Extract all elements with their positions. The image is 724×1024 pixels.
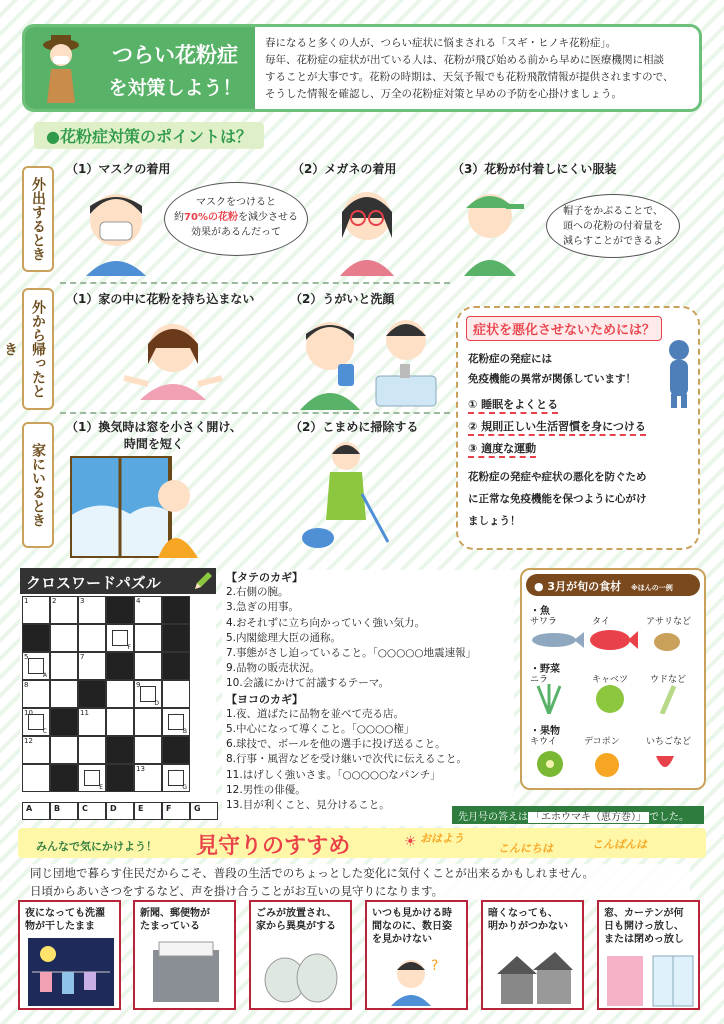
intro-text	[265, 35, 695, 103]
crossword-cell[interactable]	[134, 624, 162, 652]
crossword-black-cell	[106, 596, 134, 624]
crossword-cell-number: 7	[80, 653, 85, 661]
fish-item: タイ	[592, 617, 610, 627]
intro-line: 毎年、花粉症の症状が出ている人は、花粉が飛び始める前から早めに医療機関に相談	[265, 54, 664, 66]
outing-label: 外出するとき	[22, 166, 54, 272]
crossword-cell-number: 3	[80, 597, 85, 605]
improve-closing-3: ましょう！	[468, 515, 521, 527]
crossword-cell[interactable]	[78, 624, 106, 652]
fish-icon	[530, 628, 584, 652]
fruit-item: デコポン	[584, 737, 620, 747]
crossword-cell[interactable]	[162, 708, 190, 736]
sign-text	[140, 907, 232, 933]
crossword-black-cell	[22, 624, 50, 652]
improve-lead-2: 免疫機能の異常が関係しています！	[468, 373, 636, 385]
down-clue: 10.会議にかけて討議するテーマ。	[226, 677, 390, 690]
improve-lead-1: 花粉症の発症には	[468, 353, 552, 365]
crossword-cell[interactable]	[22, 736, 50, 764]
bubble-text: 約	[174, 212, 185, 223]
garbage-bags-icon	[263, 942, 341, 1004]
crossword-answer-box[interactable]	[190, 802, 218, 820]
section-divider	[60, 282, 450, 284]
clam-icon	[652, 628, 682, 652]
crossword-cell[interactable]	[78, 736, 106, 764]
crossword-cell[interactable]	[162, 680, 190, 708]
cap-boy-icon	[452, 176, 528, 276]
crossword-cell[interactable]	[78, 708, 106, 736]
crossword-answer-box[interactable]	[134, 802, 162, 820]
sign-line: 日も開けっ放し、	[604, 921, 684, 932]
fish-label: ・魚	[530, 606, 550, 617]
glasses-woman-icon	[322, 178, 412, 276]
crossword-answer-box[interactable]	[78, 802, 106, 820]
item-no-pollen-indoors: （1）家の中に花粉を持ち込まない	[66, 292, 255, 306]
across-clue: 6.球技で、ボールを他の選手に投げ送ること。	[226, 738, 446, 751]
crossword-marker-letter: D	[154, 700, 159, 707]
sign-line: 夜になっても洗濯	[25, 908, 105, 919]
item-glasses: （2）メガネの着用	[292, 162, 397, 176]
crossword-cell[interactable]	[134, 596, 162, 624]
improve-tip-sleep: ① 睡眠をよくとる	[468, 396, 558, 414]
answer-pre: 先月号の答えは	[458, 812, 528, 823]
crossword-black-cell	[50, 764, 78, 792]
crossword-black-cell	[162, 652, 190, 680]
crossword-cell[interactable]	[22, 652, 50, 680]
intro-line: することが大事です。花粉の時期は、天気予報でも花粉飛散情報が提供されますので、	[265, 71, 674, 83]
title-plate	[25, 27, 255, 109]
crossword-cell-number: 13	[136, 765, 145, 773]
seasonal-food-heading: ● 3月が旬の食材	[534, 580, 622, 593]
across-clue: 1.夜、道ばたに品物を並べて売る店。	[226, 707, 405, 720]
item-ventilation	[66, 418, 242, 452]
improve-symptoms-box	[456, 306, 700, 550]
improve-closing-2: に正常な免疫機能を保つように心がけ	[468, 493, 647, 505]
crossword-cell[interactable]	[134, 652, 162, 680]
sign-garbage	[249, 900, 352, 1010]
crossword-black-cell	[106, 736, 134, 764]
greeting-evening: こんばんは	[592, 838, 647, 851]
improve-closing-1: 花粉症の発症や症状の悪化を防ぐため	[468, 471, 647, 483]
sign-mail	[133, 900, 236, 1010]
watch-banner	[18, 828, 706, 858]
crossword-cell[interactable]	[50, 624, 78, 652]
crossword-cell-number: 9	[136, 681, 141, 689]
down-clue: 7.事態がさし迫っていること。「○○○○○地震速報」	[226, 647, 477, 660]
crossword-cell[interactable]	[22, 680, 50, 708]
bubble-text: を減少させる	[237, 212, 298, 223]
improve-title: 症状を悪化させないためには？	[466, 316, 662, 341]
crossword-answer-letter: G	[194, 804, 201, 813]
sea-bream-icon	[588, 626, 638, 654]
sign-no-lights	[481, 900, 584, 1010]
down-clue: 4.おそれずに立ち向かっていく強い気力。	[226, 616, 426, 629]
crossword-black-cell	[106, 764, 134, 792]
mailbox-icon	[149, 940, 223, 1004]
improve-tip-routine: ② 規則正しい生活習慣を身につける	[468, 418, 646, 436]
chives-icon	[534, 684, 564, 714]
mask-speech-bubble	[164, 182, 308, 256]
crossword-cell[interactable]	[50, 652, 78, 680]
item-line: （1）換気時は窓を小さく開け、	[66, 420, 242, 434]
crossword-cell[interactable]	[78, 652, 106, 680]
down-clue: 2.右側の腕。	[226, 586, 289, 599]
worried-man-icon	[387, 954, 447, 1006]
bubble-line: 帽子をかぶることで、	[563, 206, 663, 217]
crossword-cell[interactable]	[134, 736, 162, 764]
across-clue: 5.中心になって導くこと。「○○○○権」	[226, 723, 415, 736]
person-with-mask-icon	[33, 33, 89, 105]
watch-text	[30, 864, 690, 900]
intro-line: そうした情報を確認し、万全の花粉症対策と早めの予防を心掛けましょう。	[265, 88, 622, 100]
cabbage-icon	[594, 684, 626, 714]
crossword-cell-number: 4	[136, 597, 141, 605]
sign-line: ごみが放置され、	[256, 908, 337, 919]
crossword-black-cell	[162, 596, 190, 624]
answer-post: でした。	[649, 812, 689, 823]
sign-laundry	[18, 900, 121, 1010]
greeting-morning: おはよう	[420, 832, 464, 845]
crossword-cell-number: 10	[24, 709, 33, 717]
vegetable-label: ・野菜	[530, 664, 560, 675]
fruit-label: ・果物	[530, 726, 560, 737]
crossword-cell-number: 2	[52, 597, 57, 605]
crossword-black-cell	[50, 708, 78, 736]
sign-text	[256, 907, 348, 933]
crossword-cell-number: 12	[24, 737, 33, 745]
crossword-cell[interactable]	[78, 764, 106, 792]
crossword-cell[interactable]	[162, 764, 190, 792]
sign-line: 間なのに、数日姿	[372, 921, 452, 932]
sign-line: 窓、カーテンが何	[604, 908, 684, 919]
face-washing-icon	[372, 306, 440, 410]
sign-line: を見かけない	[372, 934, 432, 945]
sign-line: 家から異臭がする	[256, 921, 336, 932]
sign-line: いつも見かける時	[372, 908, 452, 919]
sign-curtains	[597, 900, 700, 1010]
dekopon-icon	[592, 748, 622, 778]
item-gargle-wash: （2）うがいと洗顔	[290, 292, 395, 306]
crossword-answer-box[interactable]	[50, 802, 78, 820]
kiwi-icon	[536, 750, 564, 778]
crossword-cell[interactable]	[22, 596, 50, 624]
down-clue: 9.品物の販売状況。	[226, 662, 321, 675]
crossword-marker-letter: G	[182, 784, 187, 791]
curtain-window-icon	[605, 954, 695, 1008]
bubble-highlight: 70%の花粉	[184, 212, 238, 223]
sign-text	[372, 907, 464, 946]
crossword-cell[interactable]	[50, 596, 78, 624]
crossword-cell[interactable]	[78, 596, 106, 624]
crossword-clues	[222, 570, 514, 826]
watch-title: 見守りのすすめ	[196, 834, 351, 859]
crossword-cell-number: 5	[24, 653, 29, 661]
crossword-cell-number: 1	[24, 597, 29, 605]
last-month-answer	[452, 806, 704, 824]
crossword-answer-letter: D	[110, 804, 117, 813]
home-label: 家にいるとき	[22, 422, 54, 548]
title-line-2: を対策しよう！	[108, 77, 242, 99]
crossword-marker-letter: A	[42, 672, 47, 679]
crossword-title: クロスワードパズル	[20, 568, 216, 594]
fish-item: サワラ	[530, 617, 558, 627]
crossword-answer-marker	[28, 714, 44, 730]
sign-text	[604, 907, 696, 946]
crossword-answer-marker	[112, 630, 128, 646]
crossword-marker-letter: B	[182, 728, 187, 735]
crossword-cell[interactable]	[106, 680, 134, 708]
crossword-answer-marker	[84, 770, 100, 786]
seasonal-food-title	[526, 574, 700, 596]
down-clue: 3.急ぎの用事。	[226, 601, 300, 614]
crossword-answer-letter: A	[26, 804, 33, 813]
crossword-cell[interactable]	[50, 736, 78, 764]
improve-tip-exercise: ③ 適度な運動	[468, 440, 536, 458]
bubble-line: 減らすことができるよ	[563, 236, 663, 247]
answer-value: 「エホウマキ（恵方巻）」	[528, 812, 649, 823]
down-clues-heading: 【タテのカギ】	[226, 571, 303, 584]
crossword-cell-number: 11	[80, 709, 89, 717]
crossword-cell[interactable]	[106, 708, 134, 736]
immune-figure-icon	[662, 338, 696, 410]
header-box	[22, 24, 702, 112]
dark-house-icon	[493, 948, 575, 1006]
crossword-answer-box[interactable]	[162, 802, 190, 820]
points-heading: ●花粉症対策のポイントは？	[34, 122, 264, 149]
across-clues-heading: 【ヨコのカギ】	[226, 692, 303, 706]
bubble-line	[165, 210, 307, 225]
crossword-black-cell	[162, 736, 190, 764]
crossword-marker-letter: C	[42, 728, 47, 735]
sun-icon: ☀	[404, 834, 417, 850]
vegetable-item: ウドなど	[650, 675, 687, 685]
sign-line: 物が干したまま	[25, 921, 95, 932]
across-clue: 11.はげしく強いさま。「○○○○○なパンチ」	[226, 768, 441, 781]
pencil-icon	[192, 570, 214, 592]
vacuum-cleaning-icon	[300, 434, 400, 552]
sign-line: または閉めっ放し	[604, 934, 684, 945]
fish-item: アサリなど	[646, 617, 692, 627]
title-line-1: つらい花粉症	[112, 43, 238, 67]
fruit-item: キウイ	[530, 737, 557, 747]
crossword-answer-marker	[168, 714, 184, 730]
crossword-answer-marker	[28, 658, 44, 674]
svg-text:?: ?	[431, 958, 439, 974]
section-divider	[60, 412, 450, 414]
gargling-man-icon	[294, 306, 374, 410]
crossword-black-cell	[106, 652, 134, 680]
returning-label: 外から帰ったとき	[22, 288, 54, 410]
intro-line: 春になると多くの人が、つらい症状に悩まされる「スギ・ヒノキ花粉症」。	[265, 37, 617, 49]
item-mask: （1）マスクの着用	[66, 162, 171, 176]
crossword-marker-letter: E	[99, 784, 103, 791]
crossword-answer-box[interactable]	[22, 802, 50, 820]
crossword-answer-box[interactable]	[106, 802, 134, 820]
crossword-black-cell	[162, 624, 190, 652]
crossword-cell[interactable]	[134, 708, 162, 736]
greeting-day: こんにちは	[498, 842, 553, 855]
cap-speech-bubble	[546, 194, 680, 258]
crossword-answer-letter: F	[166, 804, 172, 813]
seasonal-food-note: ※ほんの一例	[630, 584, 673, 592]
vegetable-item: ニラ	[530, 675, 549, 685]
fruit-item: いちごなど	[646, 737, 692, 747]
crossword-marker-letter: F	[127, 644, 131, 651]
down-clue: 5.内閣総理大臣の通称。	[226, 631, 342, 644]
item-clothing: （3）花粉が付着しにくい服装	[452, 162, 617, 176]
bubble-line: マスクをつけると	[196, 197, 276, 208]
sign-line: たまっている	[140, 921, 200, 932]
crossword-cell[interactable]	[50, 680, 78, 708]
watch-text-line: 日頃からあいさつをするなど、声を掛け合うことがお互いの見守りになります。	[30, 884, 444, 898]
across-clue: 13.目が利くこと、見分けること。	[226, 799, 390, 812]
crossword-black-cell	[78, 680, 106, 708]
window-icon	[70, 456, 200, 558]
strawberry-icon	[650, 748, 680, 778]
masked-boy-icon	[76, 184, 156, 276]
crossword-cell[interactable]	[22, 764, 50, 792]
sign-line: 暗くなっても、	[488, 908, 558, 919]
sign-not-seen	[365, 900, 468, 1010]
item-line: 時間を短く	[123, 437, 184, 451]
crossword-answer-letter: C	[82, 804, 88, 813]
sign-text	[488, 907, 580, 933]
seasonal-food-box	[520, 568, 706, 790]
udo-icon	[654, 684, 682, 714]
happy-woman-icon	[118, 308, 228, 400]
vegetable-item: キャベツ	[592, 675, 629, 685]
night-laundry-icon	[28, 938, 114, 1006]
crossword-cell-number: 8	[24, 681, 29, 689]
crossword-cell[interactable]	[22, 708, 50, 736]
sign-line: 明かりがつかない	[488, 921, 568, 932]
crossword-cell[interactable]	[134, 680, 162, 708]
sign-text	[25, 907, 117, 933]
crossword-cell[interactable]	[134, 764, 162, 792]
sign-line: 新聞、郵便物が	[140, 908, 210, 919]
watch-pre-title: みんなで気にかけよう！	[36, 840, 157, 853]
bubble-line: 効果があるんだって	[191, 227, 281, 238]
watch-text-line: 同じ団地で暮らす住民だからこそ、普段の生活でのちょっとした変化に気付くことが出来るかもしれません。	[30, 866, 594, 880]
across-clue: 8.行事・風習などを受け継いで次代に伝えること。	[226, 753, 468, 766]
bubble-line: 頭への花粉の付着量を	[563, 221, 663, 232]
across-clue: 12.男性の俳優。	[226, 783, 306, 796]
item-cleaning: （2）こまめに掃除する	[290, 420, 419, 434]
crossword-cell[interactable]	[106, 624, 134, 652]
crossword-answer-letter: B	[54, 804, 61, 813]
crossword-answer-letter: E	[138, 804, 144, 813]
